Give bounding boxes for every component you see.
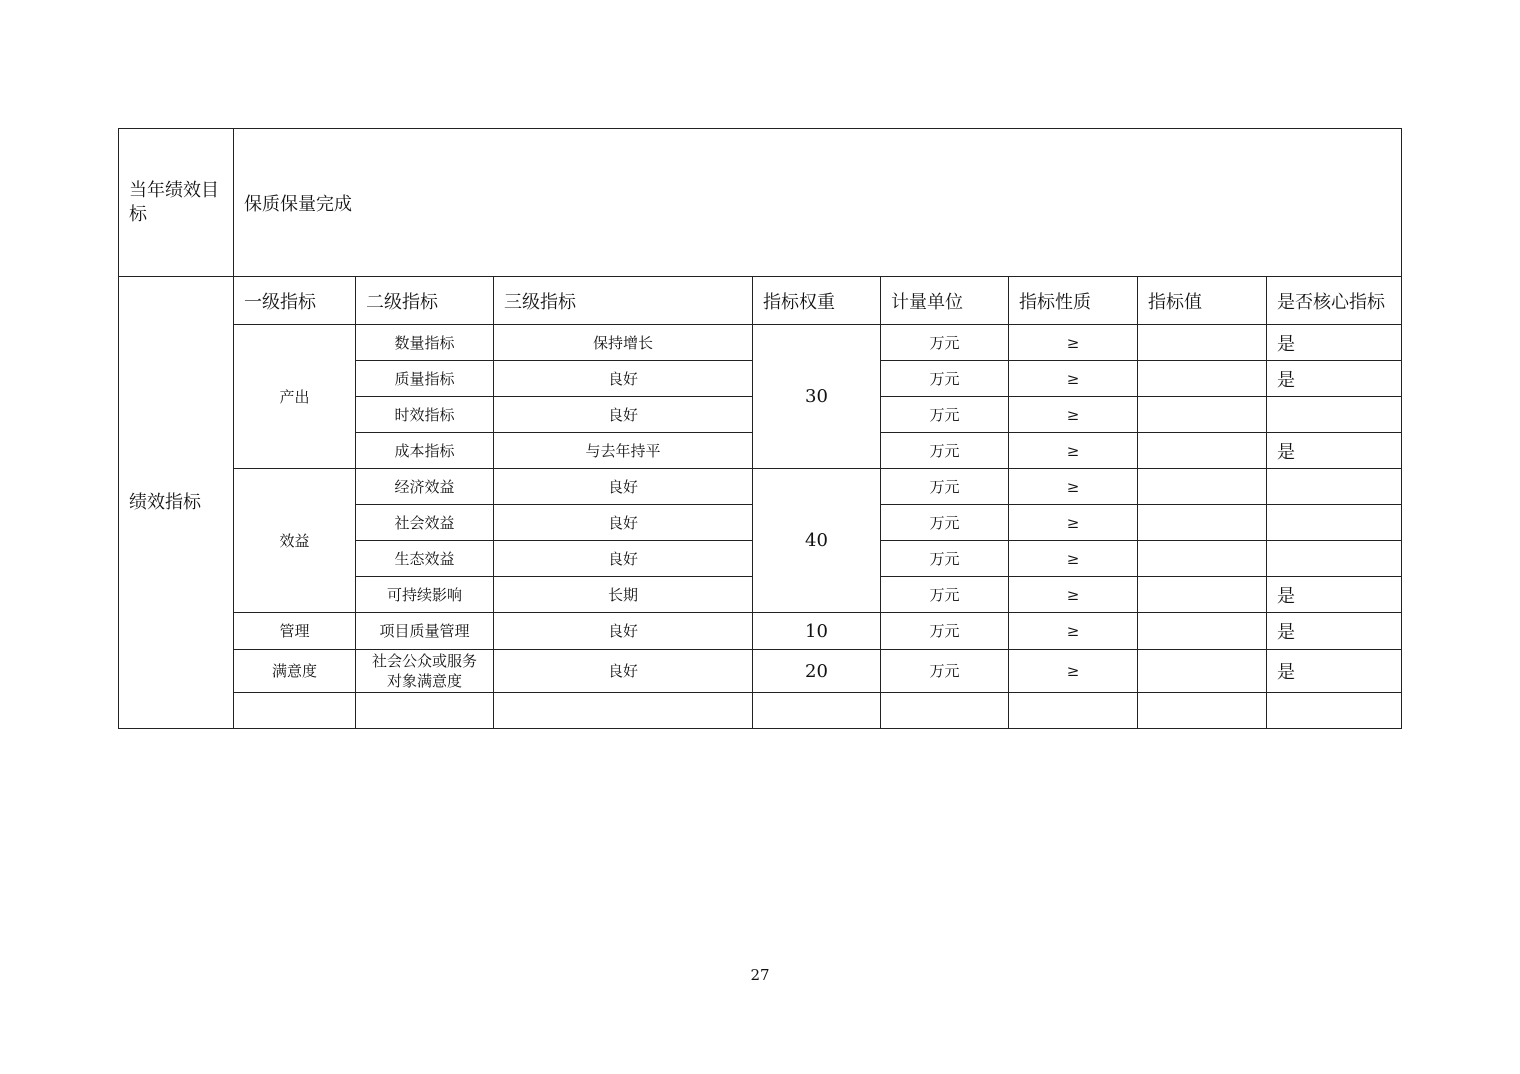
table-row xyxy=(119,613,1402,650)
performance-target-table xyxy=(118,128,1402,729)
level2-cell xyxy=(356,650,494,693)
weight-cell: 40 xyxy=(753,469,881,613)
core-cell: 是 xyxy=(1267,650,1402,693)
level2-line: 对象满意度 xyxy=(386,672,462,690)
level2-cell: 经济效益 xyxy=(356,469,494,505)
value-cell xyxy=(1138,613,1267,650)
indicator-section-label: 绩效指标 xyxy=(119,277,234,729)
empty-cell xyxy=(1267,693,1402,729)
level1-cell: 管理 xyxy=(234,613,356,650)
level3-cell: 良好 xyxy=(494,397,753,433)
core-cell: 是 xyxy=(1267,433,1402,469)
empty-cell xyxy=(494,693,753,729)
unit-cell: 万元 xyxy=(881,577,1009,613)
unit-cell: 万元 xyxy=(881,469,1009,505)
level2-line: 社会公众或服务 xyxy=(371,652,477,670)
nature-cell: ≥ xyxy=(1009,469,1138,505)
header-value: 指标值 xyxy=(1138,277,1267,325)
core-cell xyxy=(1267,541,1402,577)
nature-cell: ≥ xyxy=(1009,361,1138,397)
level2-cell: 时效指标 xyxy=(356,397,494,433)
level3-cell: 良好 xyxy=(494,650,753,693)
level3-cell: 良好 xyxy=(494,469,753,505)
value-cell xyxy=(1138,650,1267,693)
empty-cell xyxy=(1009,693,1138,729)
annual-goal-row xyxy=(119,129,1402,277)
unit-cell: 万元 xyxy=(881,541,1009,577)
annual-goal-label: 当年绩效目标 xyxy=(119,129,234,277)
unit-cell: 万元 xyxy=(881,361,1009,397)
table-row xyxy=(119,650,1402,693)
nature-cell: ≥ xyxy=(1009,433,1138,469)
nature-cell: ≥ xyxy=(1009,397,1138,433)
level3-cell: 良好 xyxy=(494,613,753,650)
value-cell xyxy=(1138,433,1267,469)
level2-cell: 成本指标 xyxy=(356,433,494,469)
header-core: 是否核心指标 xyxy=(1267,277,1402,325)
annual-goal-text: 保质保量完成 xyxy=(234,129,1402,277)
level3-cell: 与去年持平 xyxy=(494,433,753,469)
nature-cell: ≥ xyxy=(1009,650,1138,693)
core-cell: 是 xyxy=(1267,577,1402,613)
header-level3: 三级指标 xyxy=(494,277,753,325)
page-number: 27 xyxy=(750,966,770,984)
weight-cell: 30 xyxy=(753,325,881,469)
empty-cell xyxy=(753,693,881,729)
nature-cell: ≥ xyxy=(1009,613,1138,650)
level2-cell: 质量指标 xyxy=(356,361,494,397)
level3-cell: 良好 xyxy=(494,505,753,541)
nature-cell: ≥ xyxy=(1009,541,1138,577)
unit-cell: 万元 xyxy=(881,505,1009,541)
level3-cell: 长期 xyxy=(494,577,753,613)
unit-cell: 万元 xyxy=(881,650,1009,693)
empty-cell xyxy=(356,693,494,729)
value-cell xyxy=(1138,577,1267,613)
table-row xyxy=(119,325,1402,361)
header-row xyxy=(119,277,1402,325)
level2-cell: 可持续影响 xyxy=(356,577,494,613)
level1-cell: 效益 xyxy=(234,469,356,613)
nature-cell: ≥ xyxy=(1009,325,1138,361)
nature-cell: ≥ xyxy=(1009,577,1138,613)
value-cell xyxy=(1138,325,1267,361)
level3-cell: 良好 xyxy=(494,361,753,397)
level2-cell: 项目质量管理 xyxy=(356,613,494,650)
level3-cell: 良好 xyxy=(494,541,753,577)
core-cell: 是 xyxy=(1267,361,1402,397)
core-cell xyxy=(1267,505,1402,541)
header-nature: 指标性质 xyxy=(1009,277,1138,325)
value-cell xyxy=(1138,361,1267,397)
empty-cell xyxy=(234,693,356,729)
level3-cell: 保持增长 xyxy=(494,325,753,361)
header-weight: 指标权重 xyxy=(753,277,881,325)
value-cell xyxy=(1138,541,1267,577)
core-cell xyxy=(1267,397,1402,433)
value-cell xyxy=(1138,469,1267,505)
unit-cell: 万元 xyxy=(881,433,1009,469)
value-cell xyxy=(1138,505,1267,541)
unit-cell: 万元 xyxy=(881,397,1009,433)
weight-cell: 20 xyxy=(753,650,881,693)
core-cell xyxy=(1267,469,1402,505)
unit-cell: 万元 xyxy=(881,325,1009,361)
header-unit: 计量单位 xyxy=(881,277,1009,325)
level2-cell: 生态效益 xyxy=(356,541,494,577)
level2-cell: 数量指标 xyxy=(356,325,494,361)
empty-cell xyxy=(881,693,1009,729)
weight-cell: 10 xyxy=(753,613,881,650)
level2-cell: 社会效益 xyxy=(356,505,494,541)
empty-cell xyxy=(1138,693,1267,729)
value-cell xyxy=(1138,397,1267,433)
level1-cell: 产出 xyxy=(234,325,356,469)
header-level1: 一级指标 xyxy=(234,277,356,325)
level1-cell: 满意度 xyxy=(234,650,356,693)
core-cell: 是 xyxy=(1267,325,1402,361)
unit-cell: 万元 xyxy=(881,613,1009,650)
core-cell: 是 xyxy=(1267,613,1402,650)
header-level2: 二级指标 xyxy=(356,277,494,325)
empty-row xyxy=(119,693,1402,729)
table-row xyxy=(119,469,1402,505)
nature-cell: ≥ xyxy=(1009,505,1138,541)
